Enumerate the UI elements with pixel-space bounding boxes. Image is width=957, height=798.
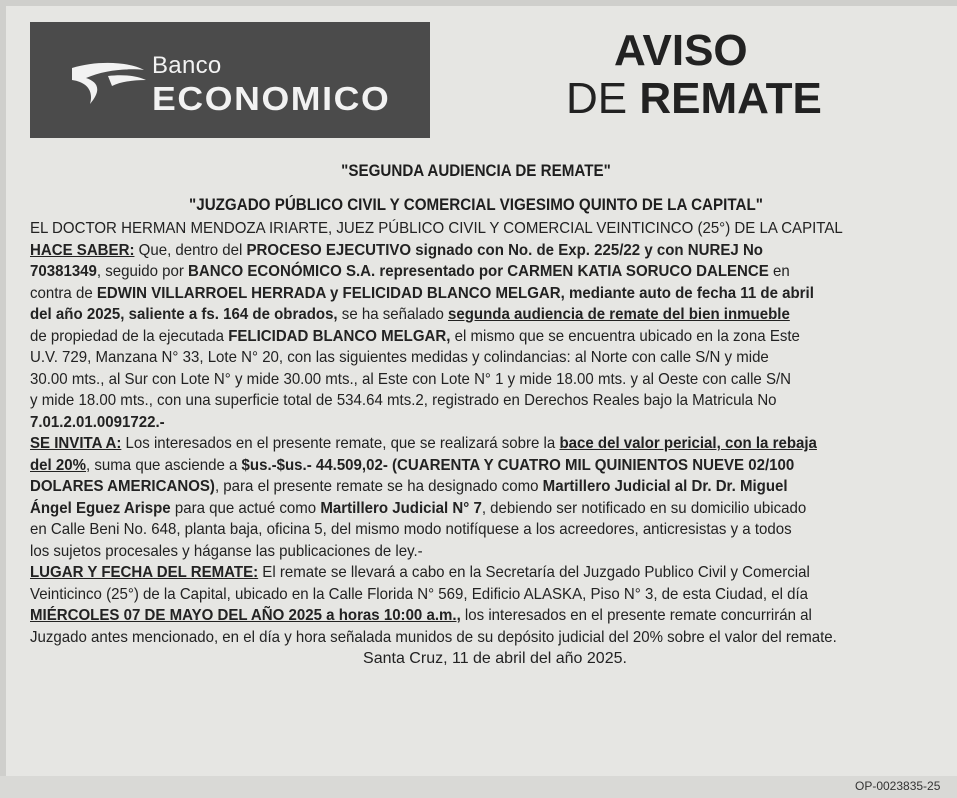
body-line	[30, 605, 904, 627]
body-line: en Calle Beni No. 648, planta baja, oficina 5, del mismo modo notifíquese a los acreedores, anticresistas y a todos	[30, 521, 792, 538]
notice-title	[566, 26, 846, 124]
body-text: , debiendo ser notificado en su domicilio ubicado	[481, 499, 807, 517]
body-bold-underlined-text: MIÉRCOLES 07 DE MAYO DEL AÑO 2025 a horas 10:00 a.m.,	[30, 607, 461, 624]
body-line: Veinticinco (25°) de la Capital, ubicado en la Calle Florida N° 569, Edificio ALASKA, Piso N° 3, de esta Ciudad, el día	[30, 585, 808, 603]
title-aviso: AVISO	[614, 26, 748, 75]
heading-juzgado: "JUZGADO PÚBLICO CIVIL Y COMERCIAL VIGESIMO QUINTO DE LA CAPITAL"	[189, 196, 763, 214]
body-line: y mide 18.00 mts., con una superficie total de 534.64 mts.2, registrado en Derechos Reales bajo la Matricula No	[30, 392, 777, 409]
body-text: de propiedad de la ejecutada	[30, 327, 229, 345]
body-text: el mismo que se encuentra ubicado en la zona Este	[450, 327, 800, 345]
body-text: para que actué como	[170, 499, 321, 517]
title-de-remate	[566, 74, 846, 124]
body-line: 30.00 mts., al Sur con Lote N° y mide 30.00 mts., al Este con Lote N° 1 y mide 18.00 mts. y al Oeste con calle S/N	[30, 370, 792, 388]
place-date-line: Santa Cruz, 11 de abril del año 2025.	[363, 650, 627, 667]
body-line	[30, 283, 904, 305]
body-bold-text: Martillero Judicial N° 7	[320, 499, 482, 517]
body-text: los interesados en el presente remate concurrirán al	[460, 607, 812, 624]
logo-text-economico: ECONOMICO	[152, 80, 391, 117]
newspaper-clipping	[6, 6, 957, 776]
body-text: , para el presente remate se ha designado como	[214, 478, 543, 495]
body-line	[30, 240, 904, 262]
body-bold-text: BANCO ECONÓMICO S.A. representado por CARMEN KATIA SORUCO DALENCE	[188, 263, 769, 280]
se-invita-label: SE INVITA A:	[30, 435, 122, 452]
body-bold-text: 70381349	[30, 263, 97, 280]
body-line: los sujetos procesales y háganse las publicaciones de ley.-	[30, 542, 423, 560]
hace-saber-label: HACE SABER:	[30, 241, 135, 259]
page-bottom-margin	[0, 776, 957, 798]
body-bold-text: DOLARES AMERICANOS)	[30, 478, 215, 495]
publication-code: OP-0023835-25	[855, 779, 941, 793]
body-bold-text: Martillero Judicial al Dr. Dr. Miguel	[542, 478, 788, 495]
body-bold-text: Ángel Eguez Arispe	[30, 499, 171, 517]
body-line	[30, 476, 904, 498]
body-bold-underlined-text: del 20%	[30, 456, 87, 474]
lugar-fecha-label: LUGAR Y FECHA DEL REMATE:	[30, 564, 259, 581]
heading-segunda-audiencia: "SEGUNDA AUDIENCIA DE REMATE"	[341, 162, 611, 180]
logo-text-banco: Banco	[152, 52, 222, 79]
body-text: El remate se llevará a cabo en la Secretaría del Juzgado Publico Civil y Comercial	[258, 564, 810, 581]
body-text: , suma que asciende a	[86, 456, 242, 474]
body-line: Juzgado antes mencionado, en el día y hora señalada munidos de su depósito judicial del 20% sobre el valor del remate.	[30, 628, 837, 646]
body-line	[30, 261, 904, 283]
body-text: Que, dentro del	[134, 241, 247, 259]
body-bold-text: del año 2025, saliente a fs. 164 de obrados,	[30, 306, 338, 323]
body-bold-underlined-text: segunda audiencia de remate del bien inmueble	[447, 306, 790, 323]
body-text: en	[768, 263, 790, 280]
body-line: U.V. 729, Manzana N° 33, Lote N° 20, con las siguientes medidas y colindancias: al Norte con calle S/N y mide	[30, 349, 769, 366]
title-remate: REMATE	[639, 74, 822, 123]
body-line: 7.01.2.01.0091722.-	[30, 413, 165, 431]
body-line	[30, 498, 904, 520]
body-line	[30, 304, 904, 326]
body-bold-text: FELICIDAD BLANCO MELGAR,	[228, 327, 451, 345]
body-text: Los interesados en el presente remate, que se realizará sobre la	[121, 435, 560, 452]
title-de: DE	[566, 74, 628, 123]
body-line: EL DOCTOR HERMAN MENDOZA IRIARTE, JUEZ PÚBLICO CIVIL Y COMERCIAL VEINTICINCO (25°) DE LA CAPITAL	[30, 220, 843, 237]
body-bold-text: $us.-$us.- 44.509,02- (CUARENTA Y CUATRO MIL QUINIENTOS NUEVE 02/100	[241, 456, 795, 474]
body-text: , seguido por	[96, 263, 189, 280]
body-text: contra de	[30, 284, 97, 302]
body-bold-underlined-text: bace del valor pericial, con la rebaja	[559, 435, 817, 452]
body-text: se ha señalado	[337, 306, 448, 323]
body-line	[30, 433, 904, 455]
body-line	[30, 455, 904, 477]
banco-economico-swoosh-icon	[68, 60, 148, 106]
body-bold-text: PROCESO EJECUTIVO signado con No. de Exp. 225/22 y con NUREJ No	[246, 241, 763, 259]
body-line	[30, 562, 904, 584]
notice-body	[30, 218, 957, 670]
bank-logo-banner	[30, 22, 430, 138]
body-bold-text: EDWIN VILLARROEL HERRADA y FELICIDAD BLANCO MELGAR, mediante auto de fecha 11 de abril	[96, 284, 814, 302]
body-line	[30, 326, 904, 348]
